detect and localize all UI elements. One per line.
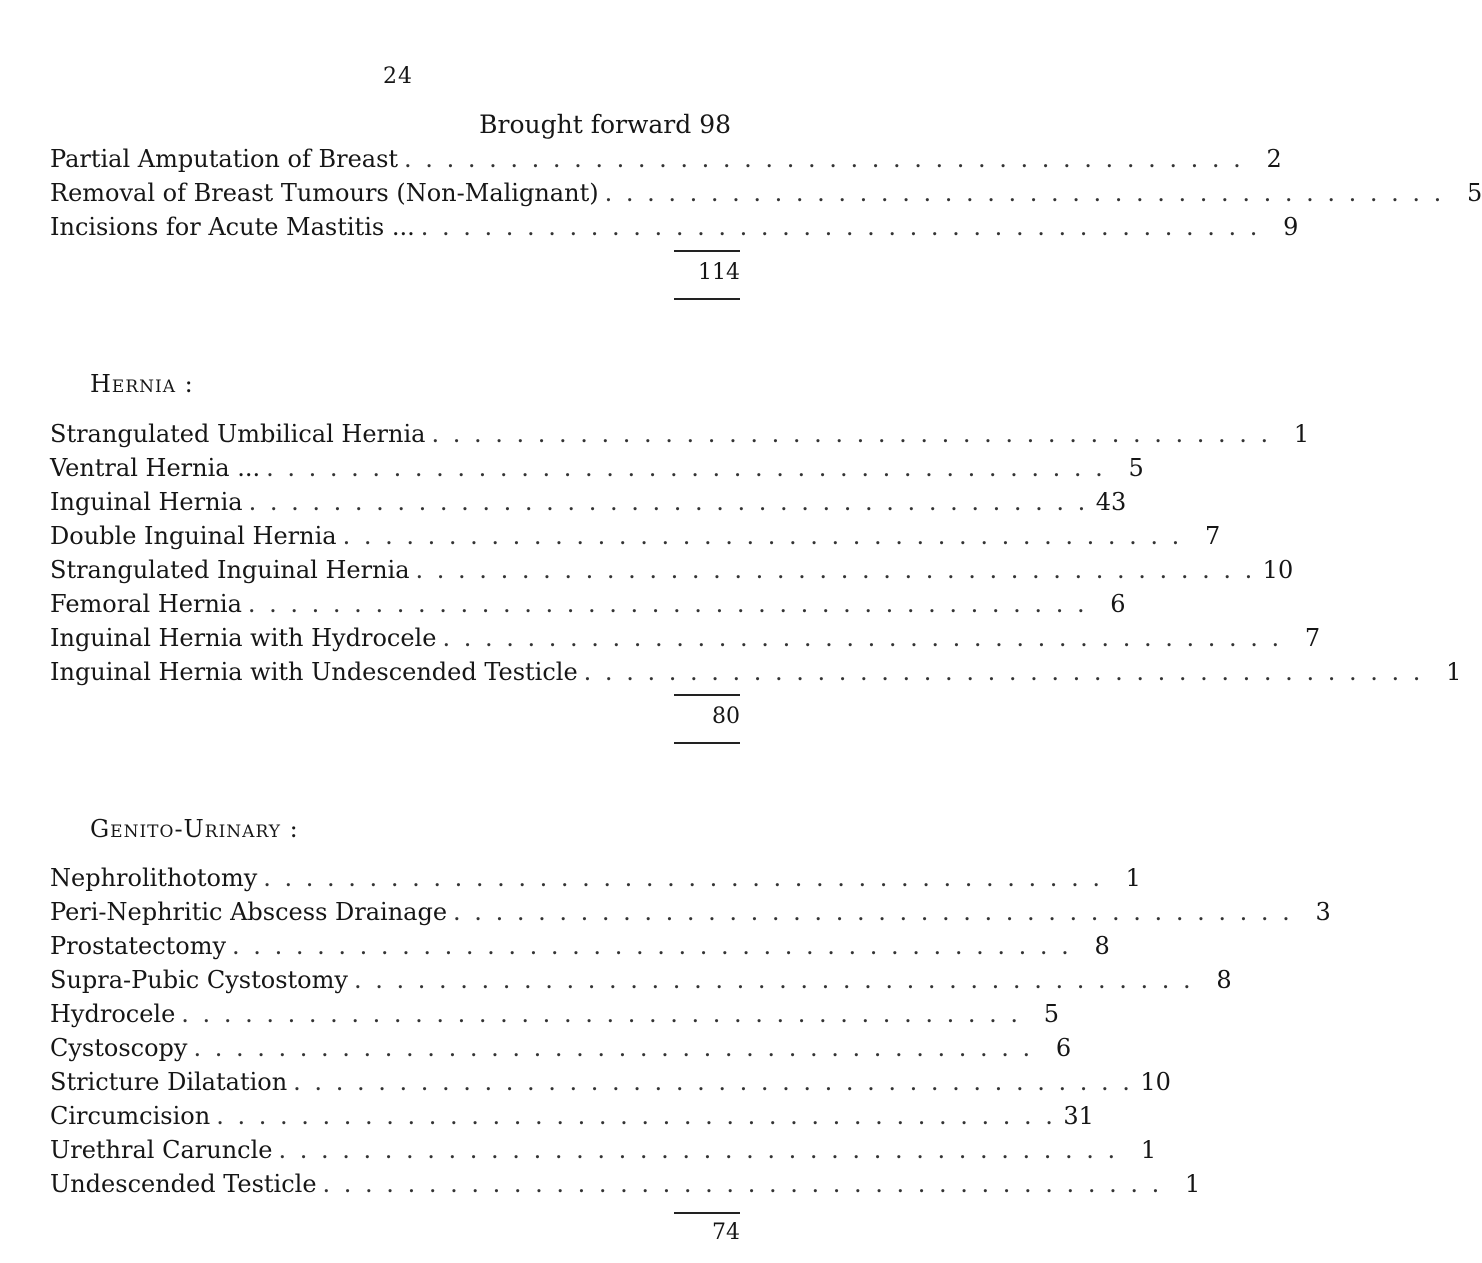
dot-leader: . . . . . . . . . . . . . . . . . . . . . . . . . . . . . . . . . . . . . . . . [278, 1136, 1119, 1164]
dot-leader: . . . . . . . . . . . . . . . . . . . . . . . . . . . . . . . . . . . . . . . . [404, 145, 1244, 173]
divider [674, 298, 740, 300]
section-total: 80 [712, 704, 740, 729]
item-count: 8 [1094, 932, 1110, 960]
table-row [50, 624, 1321, 658]
item-count: 1 [1184, 1170, 1201, 1198]
item-label: Stricture Dilatation [50, 1068, 288, 1096]
table-row [50, 1170, 1201, 1204]
item-count: 2 [1266, 145, 1282, 173]
table-row [50, 966, 1232, 1000]
table-row [50, 1068, 1171, 1102]
dot-leader: . . . . . . . . . . . . . . . . . . . . . . . . . . . . . . . . . . . . . . . . [293, 1068, 1133, 1096]
dot-leader: . . . . . . . . . . . . . . . . . . . . . . . . . . . . . . . . . . . . . . . . [266, 454, 1106, 482]
dot-leader: . . . . . . . . . . . . . . . . . . . . . . . . . . . . . . . . . . . . . . . . [322, 1170, 1163, 1198]
item-label: Femoral Hernia [50, 590, 242, 618]
table-row [50, 420, 1310, 454]
table-row [50, 1136, 1157, 1170]
dot-leader: . . . . . . . . . . . . . . . . . . . . . . . . . . . . . . . . . . . . . . . . [193, 1034, 1034, 1062]
section-heading: Genito-Urinary : [90, 815, 299, 843]
table-row [50, 213, 1299, 247]
item-count: 7 [1304, 624, 1321, 652]
item-label: Supra-Pubic Cystostomy [50, 966, 348, 994]
dot-leader: . . . . . . . . . . . . . . . . . . . . . . . . . . . . . . . . . . . . . . . . [453, 898, 1293, 926]
item-count: 1 [1125, 864, 1141, 892]
item-count: 10 [1262, 556, 1294, 584]
dot-leader: . . . . . . . . . . . . . . . . . . . . . . . . . . . . . . . . . . . . . . . . [247, 590, 1088, 618]
section-total: 114 [698, 260, 740, 285]
item-count: 6 [1055, 1034, 1072, 1062]
item-label: Double Inguinal Hernia [50, 522, 337, 550]
item-label: Strangulated Inguinal Hernia [50, 556, 410, 584]
item-count: 1 [1293, 420, 1310, 448]
dot-leader: . . . . . . . . . . . . . . . . . . . . . . . . . . . . . . . . . . . . . . . . [604, 179, 1445, 207]
dot-leader: . . . . . . . . . . . . . . . . . . . . . . . . . . . . . . . . . . . . . . . . [342, 522, 1183, 550]
table-row [50, 898, 1331, 932]
section-total: 74 [712, 1220, 740, 1245]
item-label: Circumcision [50, 1102, 211, 1130]
item-count: 1 [1140, 1136, 1157, 1164]
table-row [50, 488, 1127, 522]
item-count: 6 [1110, 590, 1126, 618]
divider [674, 694, 740, 696]
dot-leader: . . . . . . . . . . . . . . . . . . . . . . . . . . . . . . . . . . . . . . . . [583, 658, 1424, 686]
item-count: 5 [1043, 1000, 1059, 1028]
divider [674, 742, 740, 744]
item-label: Urethral Caruncle [50, 1136, 273, 1164]
dot-leader: . . . . . . . . . . . . . . . . . . . . . . . . . . . . . . . . . . . . . . . . [353, 966, 1194, 994]
dot-leader: . . . . . . . . . . . . . . . . . . . . . . . . . . . . . . . . . . . . . . . . [442, 624, 1283, 652]
item-count: 31 [1063, 1102, 1094, 1130]
page-number: 24 [383, 64, 413, 89]
item-count: 1 [1446, 658, 1462, 686]
item-label: Nephrolithotomy [50, 864, 258, 892]
table-row [50, 145, 1282, 179]
table-row [50, 1034, 1072, 1068]
dot-leader: . . . . . . . . . . . . . . . . . . . . . . . . . . . . . . . . . . . . . . . . [216, 1102, 1056, 1130]
item-count: 10 [1140, 1068, 1171, 1096]
table-row [50, 454, 1144, 488]
dot-leader: . . . . . . . . . . . . . . . . . . . . . . . . . . . . . . . . . . . . . . . . [181, 1000, 1021, 1028]
item-label: Peri-Nephritic Abscess Drainage [50, 898, 448, 926]
item-label: Inguinal Hernia with Hydrocele [50, 624, 437, 652]
item-label: Removal of Breast Tumours (Non-Malignant) [50, 179, 599, 207]
dot-leader: . . . . . . . . . . . . . . . . . . . . . . . . . . . . . . . . . . . . . . . . [415, 556, 1256, 584]
item-label: Undescended Testicle [50, 1170, 317, 1198]
table-row [50, 179, 1482, 213]
table-row [50, 932, 1110, 966]
item-count: 3 [1315, 898, 1331, 926]
table-row [50, 1102, 1094, 1136]
item-label: Ventral Hernia ... [50, 454, 261, 482]
table-row [50, 556, 1294, 590]
item-count: 5 [1128, 454, 1144, 482]
divider [674, 1212, 740, 1214]
section-heading: Hernia : [90, 370, 194, 398]
item-label: Cystoscopy [50, 1034, 188, 1062]
item-label: Incisions for Acute Mastitis ... [50, 213, 415, 241]
table-row [50, 658, 1462, 692]
table-row [50, 522, 1221, 556]
item-count: 43 [1095, 488, 1127, 516]
table-row [50, 1000, 1059, 1034]
dot-leader: . . . . . . . . . . . . . . . . . . . . . . . . . . . . . . . . . . . . . . . . [431, 420, 1272, 448]
item-label: Prostatectomy [50, 932, 227, 960]
table-row [50, 864, 1141, 898]
dot-leader: . . . . . . . . . . . . . . . . . . . . . . . . . . . . . . . . . . . . . . . . [248, 488, 1089, 516]
item-count: 5 [1466, 179, 1482, 207]
dot-leader: . . . . . . . . . . . . . . . . . . . . . . . . . . . . . . . . . . . . . . . . [420, 213, 1261, 241]
item-count: 8 [1216, 966, 1232, 994]
item-label: Strangulated Umbilical Hernia [50, 420, 426, 448]
item-count: 7 [1204, 522, 1221, 550]
dot-leader: . . . . . . . . . . . . . . . . . . . . . . . . . . . . . . . . . . . . . . . . [263, 864, 1103, 892]
item-label: Inguinal Hernia with Undescended Testicle [50, 658, 578, 686]
dot-leader: . . . . . . . . . . . . . . . . . . . . . . . . . . . . . . . . . . . . . . . . [232, 932, 1072, 960]
item-label: Inguinal Hernia [50, 488, 243, 516]
table-row [50, 590, 1126, 624]
item-label: Hydrocele [50, 1000, 176, 1028]
item-count: 9 [1283, 213, 1299, 241]
divider [674, 250, 740, 252]
brought-forward-line: Brought forward 98 [479, 110, 731, 139]
item-label: Partial Amputation of Breast [50, 145, 399, 173]
